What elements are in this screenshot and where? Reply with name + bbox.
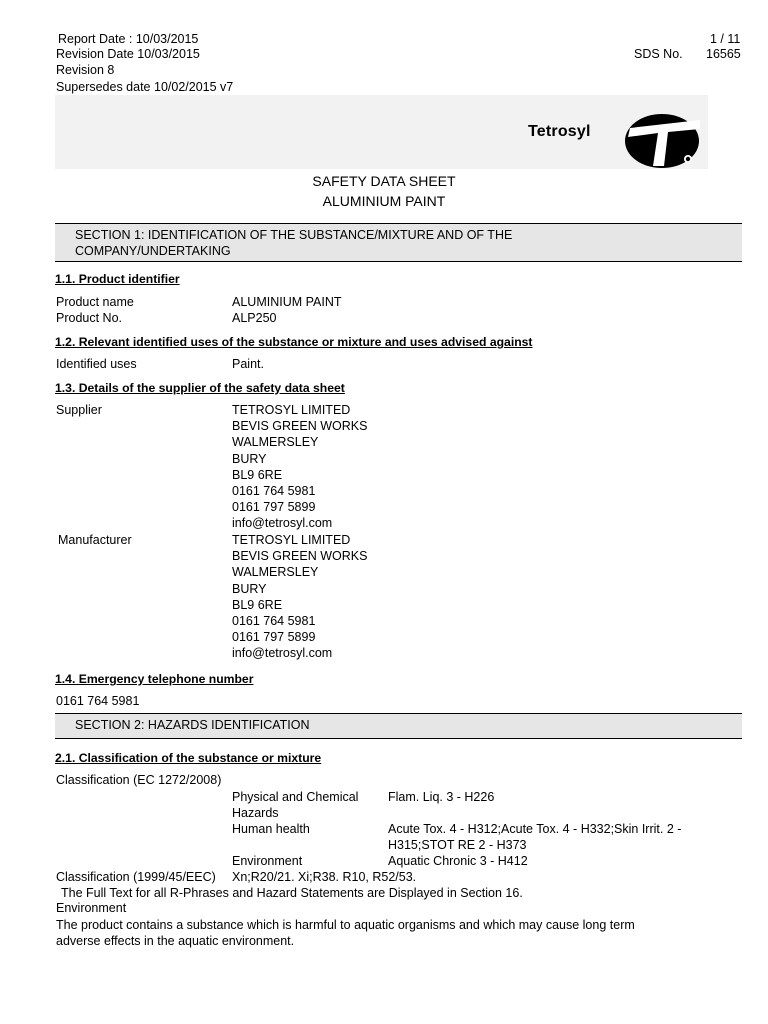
full-text-note: The Full Text for all R-Phrases and Hazard Statements are Displayed in Section 16. [61, 886, 523, 900]
subsection-1-2: 1.2. Relevant identified uses of the substance or mixture and uses advised against [55, 335, 533, 349]
physical-hazards-label-line-1: Physical and Chemical [232, 790, 359, 804]
supersedes-date: Supersedes date 10/02/2015 v7 [56, 80, 234, 94]
page-number: 1 / 11 [710, 32, 741, 46]
supplier-line: BL9 6RE [232, 467, 283, 482]
logo-wordmark: Tetrosyl [528, 123, 591, 140]
environment-label: Environment [232, 854, 303, 868]
classification-eec-label: Classification (1999/45/EEC) [56, 870, 216, 884]
subsection-1-1: 1.1. Product identifier [55, 272, 180, 286]
identified-uses-value: Paint. [232, 357, 264, 371]
environment-text-line-1: The product contains a substance which is harmful to aquatic organisms and which may cause long term [56, 918, 635, 932]
emergency-phone: 0161 764 5981 [56, 694, 140, 708]
logo-band [55, 95, 708, 169]
human-health-value-line-1: Acute Tox. 4 - H312;Acute Tox. 4 - H332;Skin Irrit. 2 - [388, 822, 682, 836]
section-2-heading: SECTION 2: HAZARDS IDENTIFICATION [75, 718, 310, 732]
subsection-1-3: 1.3. Details of the supplier of the safety data sheet [55, 381, 345, 395]
classification-ec-label: Classification (EC 1272/2008) [56, 773, 222, 787]
product-name-value: ALUMINIUM PAINT [232, 295, 342, 309]
manufacturer-line: WALMERSLEY [232, 565, 319, 580]
supplier-line: BURY [232, 451, 267, 466]
environment-text-line-2: adverse effects in the aquatic environment. [56, 934, 295, 948]
product-title: ALUMINIUM PAINT [322, 193, 446, 209]
manufacturer-line: BURY [232, 581, 267, 596]
supplier-email[interactable]: info@tetrosyl.com [232, 516, 333, 531]
identified-uses-label: Identified uses [56, 357, 137, 371]
sds-label: SDS No. [634, 47, 683, 61]
manufacturer-email[interactable]: info@tetrosyl.com [232, 646, 333, 661]
report-date: Report Date : 10/03/2015 [58, 32, 199, 46]
subsection-2-1: 2.1. Classification of the substance or mixture [55, 751, 322, 765]
human-health-label: Human health [232, 822, 310, 836]
manufacturer-line: BL9 6RE [232, 597, 283, 612]
supplier-phone: 0161 797 5899 [232, 500, 316, 515]
tetrosyl-logo-icon [624, 112, 704, 170]
supplier-line: WALMERSLEY [232, 435, 319, 450]
manufacturer-line: TETROSYL LIMITED [232, 533, 351, 547]
manufacturer-line: BEVIS GREEN WORKS [232, 549, 368, 564]
revision-date: Revision Date 10/03/2015 [56, 47, 200, 61]
revision-number: Revision 8 [56, 63, 115, 77]
supplier-phone: 0161 764 5981 [232, 484, 316, 499]
manufacturer-details [232, 532, 367, 662]
sds-number: 16565 [706, 47, 741, 61]
manufacturer-label: Manufacturer [58, 533, 132, 547]
environment-heading: Environment [56, 901, 127, 915]
manufacturer-phone: 0161 797 5899 [232, 630, 316, 645]
supplier-line: TETROSYL LIMITED [232, 403, 351, 417]
supplier-details [232, 402, 367, 532]
product-no-label: Product No. [56, 311, 123, 325]
physical-hazards-label-line-2: Hazards [232, 806, 279, 820]
supplier-label: Supplier [56, 403, 102, 417]
section-1-heading-bar [55, 223, 742, 262]
section-2-heading-bar [55, 713, 742, 739]
supplier-line: BEVIS GREEN WORKS [232, 419, 368, 434]
environment-value: Aquatic Chronic 3 - H412 [388, 854, 528, 868]
product-no-value: ALP250 [232, 311, 277, 325]
document-title: SAFETY DATA SHEET [312, 173, 456, 189]
physical-hazards-value: Flam. Liq. 3 - H226 [388, 790, 495, 804]
section-1-heading-line-1: SECTION 1: IDENTIFICATION OF THE SUBSTANCE/MIXTURE AND OF THE [75, 228, 513, 242]
section-1-heading-line-2: COMPANY/UNDERTAKING [75, 244, 231, 258]
subsection-1-4: 1.4. Emergency telephone number [55, 672, 254, 686]
manufacturer-phone: 0161 764 5981 [232, 614, 316, 629]
product-name-label: Product name [56, 295, 134, 309]
human-health-value-line-2: H315;STOT RE 2 - H373 [388, 838, 527, 852]
classification-eec-value: Xn;R20/21. Xi;R38. R10, R52/53. [232, 870, 417, 884]
